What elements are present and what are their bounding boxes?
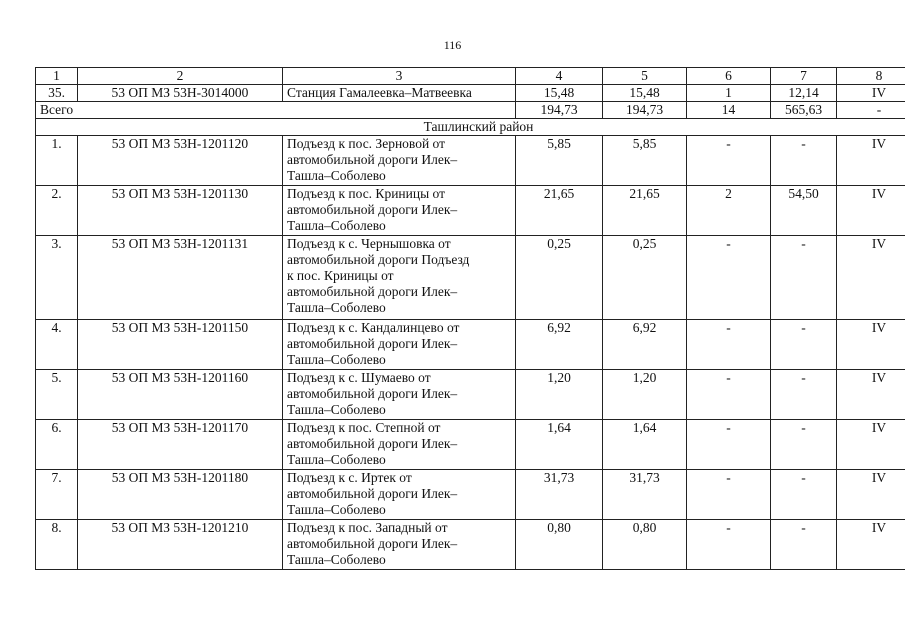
road-name-line: Подъезд к с. Чернышовка от — [287, 236, 451, 251]
value-col5: 31,73 — [603, 470, 687, 520]
value-col6: - — [687, 236, 771, 320]
road-name-line: Ташла–Соболево — [287, 352, 386, 367]
value-col5: 0,25 — [603, 236, 687, 320]
total-col5: 194,73 — [603, 102, 687, 119]
row-number: 8. — [36, 520, 78, 570]
road-name — [283, 470, 516, 520]
value-col7: - — [771, 520, 837, 570]
value-col6: - — [687, 370, 771, 420]
row-number: 6. — [36, 420, 78, 470]
road-code: 53 ОП МЗ 53Н-1201131 — [78, 236, 283, 320]
table-row — [36, 520, 905, 570]
column-number: 4 — [516, 68, 603, 85]
value-col8: IV — [837, 420, 905, 470]
road-code: 53 ОП МЗ 53Н-1201150 — [78, 320, 283, 370]
road-name — [283, 236, 516, 320]
value-col7: - — [771, 370, 837, 420]
road-code: 53 ОП МЗ 53Н-3014000 — [78, 85, 283, 102]
value-col8: IV — [837, 470, 905, 520]
value-col7: 12,14 — [771, 85, 837, 102]
value-col4: 5,85 — [516, 136, 603, 186]
district-title: Ташлинский район — [36, 119, 905, 136]
value-col8: IV — [837, 85, 905, 102]
road-name-line: Подъезд к с. Шумаево от — [287, 370, 431, 385]
road-name-line: автомобильной дороги Илек– — [287, 336, 458, 351]
value-col4: 31,73 — [516, 470, 603, 520]
value-col6: 2 — [687, 186, 771, 236]
road-name-line: Подъезд к пос. Криницы от — [287, 186, 446, 201]
road-name-line: Подъезд к пос. Степной от — [287, 420, 441, 435]
table-row — [36, 370, 905, 420]
road-name — [283, 186, 516, 236]
column-number: 2 — [78, 68, 283, 85]
table-row — [36, 85, 905, 102]
road-name-line: автомобильной дороги Илек– — [287, 152, 458, 167]
value-col5: 5,85 — [603, 136, 687, 186]
row-number: 7. — [36, 470, 78, 520]
road-name-line: Ташла–Соболево — [287, 502, 386, 517]
road-name: Станция Гамалеевка–Матвеевка — [283, 85, 516, 102]
value-col5: 21,65 — [603, 186, 687, 236]
road-name-line: Подъезд к с. Кандалинцево от — [287, 320, 460, 335]
road-name-line: Ташла–Соболево — [287, 452, 386, 467]
row-number: 5. — [36, 370, 78, 420]
column-number: 5 — [603, 68, 687, 85]
road-code: 53 ОП МЗ 53Н-1201130 — [78, 186, 283, 236]
value-col4: 6,92 — [516, 320, 603, 370]
row-number: 3. — [36, 236, 78, 320]
value-col4: 15,48 — [516, 85, 603, 102]
row-number: 4. — [36, 320, 78, 370]
value-col7: - — [771, 236, 837, 320]
value-col5: 1,20 — [603, 370, 687, 420]
road-code: 53 ОП МЗ 53Н-1201170 — [78, 420, 283, 470]
value-col8: IV — [837, 186, 905, 236]
value-col7: - — [771, 320, 837, 370]
roads-table — [35, 67, 905, 570]
value-col7: 54,50 — [771, 186, 837, 236]
row-number: 2. — [36, 186, 78, 236]
road-name-line: Подъезд к пос. Зерновой от — [287, 136, 446, 151]
column-number: 7 — [771, 68, 837, 85]
road-name-line: к пос. Криницы от — [287, 268, 394, 283]
column-number: 6 — [687, 68, 771, 85]
table-row — [36, 420, 905, 470]
road-name-line: Ташла–Соболево — [287, 402, 386, 417]
table-row — [36, 320, 905, 370]
road-name-line: Ташла–Соболево — [287, 300, 386, 315]
value-col4: 1,20 — [516, 370, 603, 420]
value-col8: IV — [837, 236, 905, 320]
value-col7: - — [771, 470, 837, 520]
value-col8: IV — [837, 320, 905, 370]
total-col7: 565,63 — [771, 102, 837, 119]
road-name — [283, 136, 516, 186]
value-col8: IV — [837, 136, 905, 186]
value-col6: - — [687, 420, 771, 470]
road-code: 53 ОП МЗ 53Н-1201210 — [78, 520, 283, 570]
road-name-line: Подъезд к пос. Западный от — [287, 520, 448, 535]
table-row — [36, 136, 905, 186]
value-col6: - — [687, 136, 771, 186]
table-row — [36, 186, 905, 236]
road-name-line: автомобильной дороги Подъезд — [287, 252, 470, 267]
table-row — [36, 236, 905, 320]
value-col6: 1 — [687, 85, 771, 102]
value-col5: 1,64 — [603, 420, 687, 470]
value-col8: IV — [837, 370, 905, 420]
value-col5: 6,92 — [603, 320, 687, 370]
value-col4: 0,80 — [516, 520, 603, 570]
road-name-line: автомобильной дороги Илек– — [287, 536, 458, 551]
road-name-line: Ташла–Соболево — [287, 218, 386, 233]
value-col7: - — [771, 420, 837, 470]
value-col5: 15,48 — [603, 85, 687, 102]
value-col5: 0,80 — [603, 520, 687, 570]
district-row — [36, 119, 905, 136]
column-number: 8 — [837, 68, 905, 85]
total-col6: 14 — [687, 102, 771, 119]
road-code: 53 ОП МЗ 53Н-1201180 — [78, 470, 283, 520]
road-name — [283, 320, 516, 370]
road-code: 53 ОП МЗ 53Н-1201160 — [78, 370, 283, 420]
road-name — [283, 520, 516, 570]
road-name — [283, 370, 516, 420]
value-col4: 1,64 — [516, 420, 603, 470]
road-name-line: Подъезд к с. Иртек от — [287, 470, 412, 485]
total-col8: - — [837, 102, 905, 119]
column-number-row — [36, 68, 905, 85]
road-name-line: Ташла–Соболево — [287, 168, 386, 183]
road-name-line: автомобильной дороги Илек– — [287, 284, 458, 299]
road-name-line: Ташла–Соболево — [287, 552, 386, 567]
total-label: Всего — [36, 102, 516, 119]
row-number: 35. — [36, 85, 78, 102]
total-col4: 194,73 — [516, 102, 603, 119]
road-code: 53 ОП МЗ 53Н-1201120 — [78, 136, 283, 186]
page-number: 116 — [443, 38, 462, 52]
column-number: 3 — [283, 68, 516, 85]
total-row — [36, 102, 905, 119]
table-row — [36, 470, 905, 520]
road-name — [283, 420, 516, 470]
value-col7: - — [771, 136, 837, 186]
value-col4: 21,65 — [516, 186, 603, 236]
road-name-line: автомобильной дороги Илек– — [287, 202, 458, 217]
value-col6: - — [687, 520, 771, 570]
value-col8: IV — [837, 520, 905, 570]
value-col4: 0,25 — [516, 236, 603, 320]
row-number: 1. — [36, 136, 78, 186]
road-name-line: автомобильной дороги Илек– — [287, 486, 458, 501]
value-col6: - — [687, 470, 771, 520]
road-name-line: автомобильной дороги Илек– — [287, 386, 458, 401]
road-name-line: автомобильной дороги Илек– — [287, 436, 458, 451]
column-number: 1 — [36, 68, 78, 85]
value-col6: - — [687, 320, 771, 370]
